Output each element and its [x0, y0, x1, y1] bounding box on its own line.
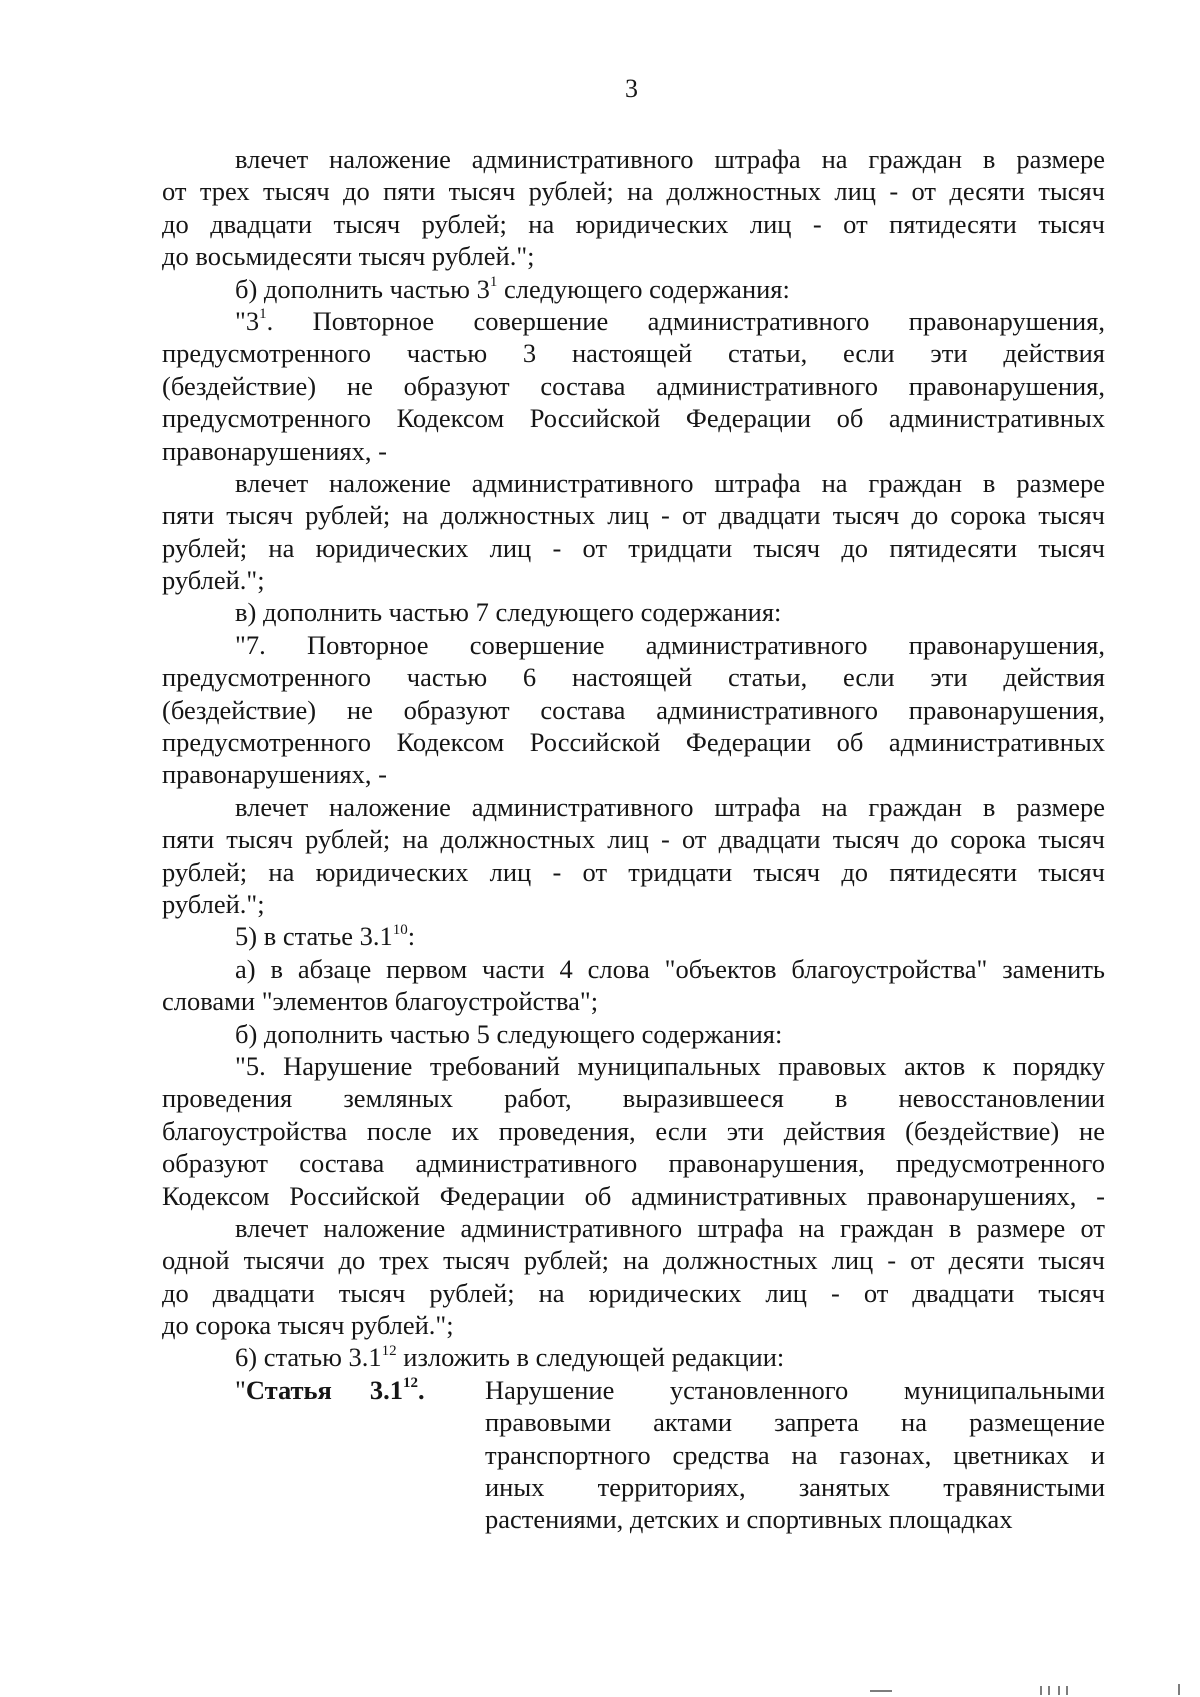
article-block: [162, 1374, 1105, 1536]
text-line: б) дополнить частью 5 следующего содержания:: [235, 1018, 783, 1049]
text-line: предусмотренного Кодексом Российской Федерации об административных: [162, 727, 1105, 758]
text-fragment: :: [407, 921, 416, 952]
article-word: Статья: [245, 1374, 332, 1405]
scan-artifact: [1066, 1686, 1068, 1695]
text-line: правонарушениях, -: [162, 759, 387, 790]
text-line: рублей.";: [162, 888, 265, 919]
scan-artifact: [1178, 1684, 1180, 1695]
text-fragment: 5) в статье 3.1: [235, 921, 393, 952]
article-heading: [235, 1374, 425, 1406]
superscript: 1: [259, 306, 267, 323]
text-line: образуют состава административного правонарушения, предусмотренного: [162, 1148, 1105, 1179]
article-number-main: 3.1: [369, 1374, 404, 1405]
text-line: влечет наложение административного штрафа на граждан в размере: [235, 144, 1105, 174]
text-line: благоустройства после их проведения, если эти действия (бездействие) не: [162, 1115, 1105, 1146]
page-number: 3: [625, 74, 638, 103]
text-line: [162, 1341, 1105, 1373]
text-line: рублей; на юридических лиц - от тридцати тысяч до пятидесяти тысяч: [162, 532, 1105, 563]
superscript: 1: [489, 273, 498, 290]
text-line: рублей; на юридических лиц - от тридцати тысяч до пятидесяти тысяч: [162, 856, 1105, 887]
text-line: а) в абзаце первом части 4 слова "объектов благоустройства" заменить: [235, 953, 1105, 984]
scan-artifact: [1048, 1686, 1050, 1695]
text-line: до восьмидесяти тысяч рублей.";: [162, 241, 535, 272]
text-line: влечет наложение административного штрафа на граждан в размере от: [235, 1212, 1105, 1243]
text-line: правонарушениях, -: [162, 435, 387, 466]
text-line: от трех тысяч до пяти тысяч рублей; на должностных лиц - от десяти тысяч: [162, 176, 1105, 207]
text-line: пяти тысяч рублей; на должностных лиц - от двадцати тысяч до сорока тысяч: [162, 824, 1105, 855]
scan-artifact: [870, 1690, 892, 1692]
text-line: "7. Повторное совершение административного правонарушения,: [235, 629, 1105, 660]
article-title-line: транспортного средства на газонах, цветниках и: [485, 1439, 1105, 1470]
text-line: рублей.";: [162, 565, 265, 596]
text-line: влечет наложение административного штрафа на граждан в размере: [235, 467, 1105, 498]
text-line: пяти тысяч рублей; на должностных лиц - от двадцати тысяч до сорока тысяч: [162, 500, 1105, 531]
text-line: предусмотренного частью 6 настоящей статьи, если эти действия: [162, 662, 1105, 693]
article-title: [485, 1374, 1105, 1536]
opening-quote: ": [235, 1374, 246, 1405]
text-line: до двадцати тысяч рублей; на юридических лиц - от двадцати тысяч: [162, 1277, 1105, 1308]
text-fragment: . Повторное совершение административного правонарушения,: [266, 305, 1105, 336]
article-number-dot: .: [418, 1374, 425, 1405]
text-line: в) дополнить частью 7 следующего содержания:: [235, 597, 782, 628]
text-line: проведения земляных работ, выразившееся в невосстановлении: [162, 1083, 1105, 1114]
document-body: [162, 143, 1105, 1536]
text-line: предусмотренного Кодексом Российской Федерации об административных: [162, 403, 1105, 434]
text-line: словами "элементов благоустройства";: [162, 986, 599, 1017]
article-number: [370, 1375, 425, 1405]
text-line: Кодексом Российской Федерации об административных правонарушениях, -: [162, 1180, 1105, 1211]
text-line: (бездействие) не образуют состава административного правонарушения,: [162, 370, 1105, 401]
text-line: до двадцати тысяч рублей; на юридических лиц - от пятидесяти тысяч: [162, 208, 1105, 239]
text-line: одной тысячи до трех тысяч рублей; на должностных лиц - от десяти тысяч: [162, 1245, 1105, 1276]
superscript: 10: [392, 921, 408, 938]
text-line: [162, 305, 1105, 337]
text-line: влечет наложение административного штрафа на граждан в размере: [235, 791, 1105, 822]
article-title-line: правовыми актами запрета на размещение: [485, 1407, 1105, 1438]
text-line: предусмотренного частью 3 настоящей статьи, если эти действия: [162, 338, 1105, 369]
text-fragment: изложить в следующей редакции:: [396, 1342, 785, 1373]
article-title-line: растениями, детских и спортивных площадках: [485, 1504, 1013, 1535]
superscript: 12: [381, 1342, 397, 1359]
text-line: "5. Нарушение требований муниципальных правовых актов к порядку: [235, 1050, 1105, 1081]
text-fragment: следующего содержания:: [497, 273, 790, 304]
text-fragment: 6) статью 3.1: [235, 1342, 382, 1373]
text-fragment: б) дополнить частью 3: [235, 273, 490, 304]
superscript: 12: [403, 1375, 419, 1392]
text-line: (бездействие) не образуют состава административного правонарушения,: [162, 694, 1105, 725]
scan-artifact: [1040, 1686, 1042, 1695]
text-fragment: "3: [235, 305, 260, 336]
article-title-line: Нарушение установленного муниципальными: [485, 1374, 1105, 1405]
article-title-line: иных территориях, занятых травянистыми: [485, 1472, 1105, 1503]
text-line: [162, 273, 1105, 305]
text-line: [162, 920, 1105, 952]
text-line: до сорока тысяч рублей.";: [162, 1310, 454, 1341]
scan-artifact: [1058, 1686, 1060, 1695]
